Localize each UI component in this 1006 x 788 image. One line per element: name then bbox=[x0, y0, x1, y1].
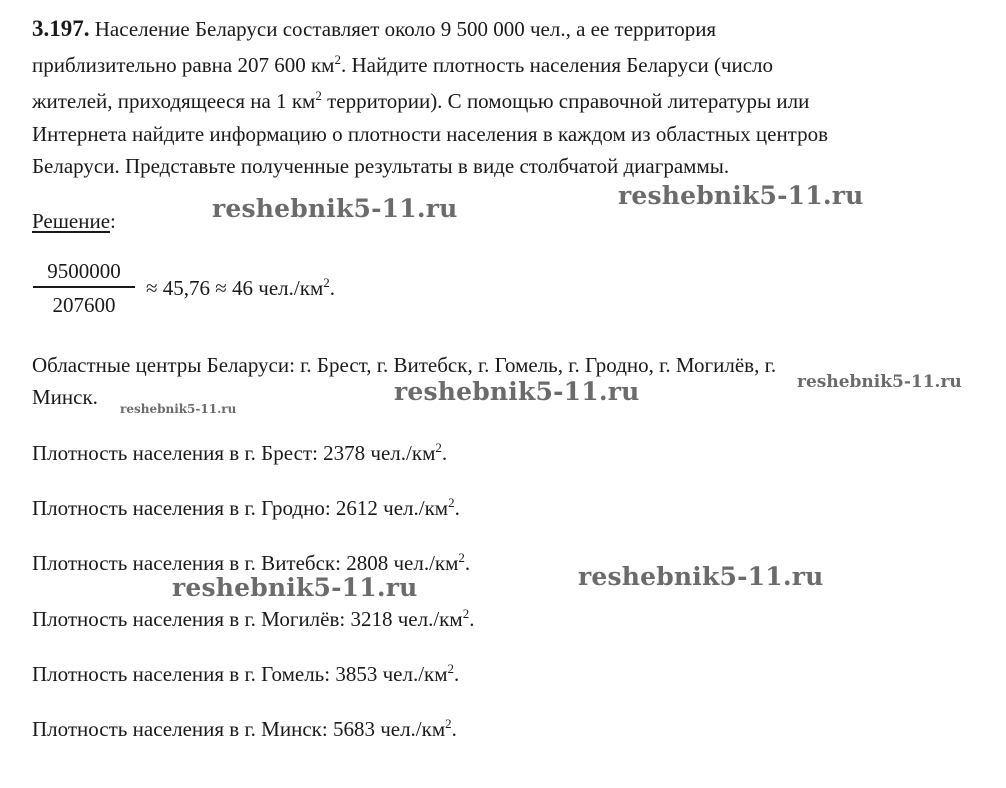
density-text: Плотность населения в г. Витебск: 2808 чел./км bbox=[32, 551, 459, 575]
watermark: reshebnik5-11.ru bbox=[172, 573, 418, 602]
watermark: reshebnik5-11.ru bbox=[578, 562, 824, 591]
problem-line-4 bbox=[32, 121, 828, 147]
problem-text: жителей, приходящееся на 1 км bbox=[32, 89, 316, 113]
superscript: 2 bbox=[334, 52, 341, 67]
problem-text: . Найдите плотность населения Беларуси (число bbox=[340, 53, 774, 77]
density-line-mogilev bbox=[32, 606, 474, 632]
period: . bbox=[441, 441, 448, 465]
superscript: 2 bbox=[445, 716, 452, 731]
superscript: 2 bbox=[447, 661, 455, 676]
period: . bbox=[454, 496, 460, 520]
density-line-gomel bbox=[32, 661, 459, 687]
period: . bbox=[454, 662, 460, 686]
density-text: Плотность населения в г. Гродно: 2612 чел./км bbox=[32, 496, 449, 520]
superscript: 2 bbox=[448, 495, 455, 510]
solution-heading bbox=[32, 208, 116, 234]
watermark: reshebnik5-11.ru bbox=[797, 372, 962, 392]
problem-text: Население Беларуси составляет около 9 500 000 чел., а ее территория bbox=[94, 17, 717, 41]
density-result bbox=[146, 275, 335, 301]
problem-text: Интернета найдите информацию о плотности населения в каждом из областных центров bbox=[32, 122, 829, 146]
superscript: 2 bbox=[462, 606, 470, 621]
period: . bbox=[469, 607, 475, 631]
solution-heading-colon: : bbox=[110, 209, 116, 233]
density-line-brest bbox=[32, 440, 447, 466]
density-text: Плотность населения в г. Гомель: 3853 чел./км bbox=[32, 662, 448, 686]
solution-heading-label: Решение bbox=[32, 209, 111, 233]
density-text: Плотность населения в г. Брест: 2378 чел./км bbox=[32, 441, 436, 465]
density-line-grodno bbox=[32, 495, 460, 521]
density-line-minsk bbox=[32, 716, 457, 742]
superscript: 2 bbox=[315, 88, 322, 103]
watermark: reshebnik5-11.ru bbox=[212, 194, 458, 223]
centers-text: Областные центры Беларуси: г. Брест, г. Витебск, г. Гомель, г. Гродно, г. Могилёв, г. bbox=[32, 353, 777, 377]
problem-line-5 bbox=[32, 153, 729, 179]
centers-line-2 bbox=[32, 384, 98, 410]
superscript: 2 bbox=[323, 275, 330, 290]
fraction-denominator: 207600 bbox=[52, 292, 116, 317]
density-text: Плотность населения в г. Могилёв: 3218 чел./км bbox=[32, 607, 463, 631]
problem-line-2 bbox=[32, 52, 773, 78]
watermark: reshebnik5-11.ru bbox=[394, 377, 640, 406]
superscript: 2 bbox=[435, 440, 442, 455]
period: . bbox=[329, 276, 335, 300]
density-text: Плотность населения в г. Минск: 5683 чел./км bbox=[32, 717, 446, 741]
problem-text: территории). С помощью справочной литературы или bbox=[321, 89, 810, 113]
problem-line-1 bbox=[32, 16, 716, 42]
period: . bbox=[464, 551, 471, 575]
density-fraction bbox=[32, 258, 136, 318]
superscript: 2 bbox=[458, 550, 465, 565]
period: . bbox=[451, 717, 457, 741]
watermark: reshebnik5-11.ru bbox=[120, 402, 237, 416]
problem-number: 3.197. bbox=[32, 16, 90, 41]
problem-text: приблизительно равна 207 600 км bbox=[32, 53, 335, 77]
problem-text: Беларуси. Представьте полученные результаты в виде столбчатой диаграммы. bbox=[32, 154, 730, 178]
fraction-numerator: 9500000 bbox=[47, 259, 121, 283]
centers-text: Минск. bbox=[32, 385, 98, 409]
density-result-text: ≈ 45,76 ≈ 46 чел./км bbox=[146, 276, 324, 300]
centers-line-1 bbox=[32, 352, 776, 378]
problem-line-3 bbox=[32, 88, 809, 114]
watermark: reshebnik5-11.ru bbox=[618, 181, 864, 210]
